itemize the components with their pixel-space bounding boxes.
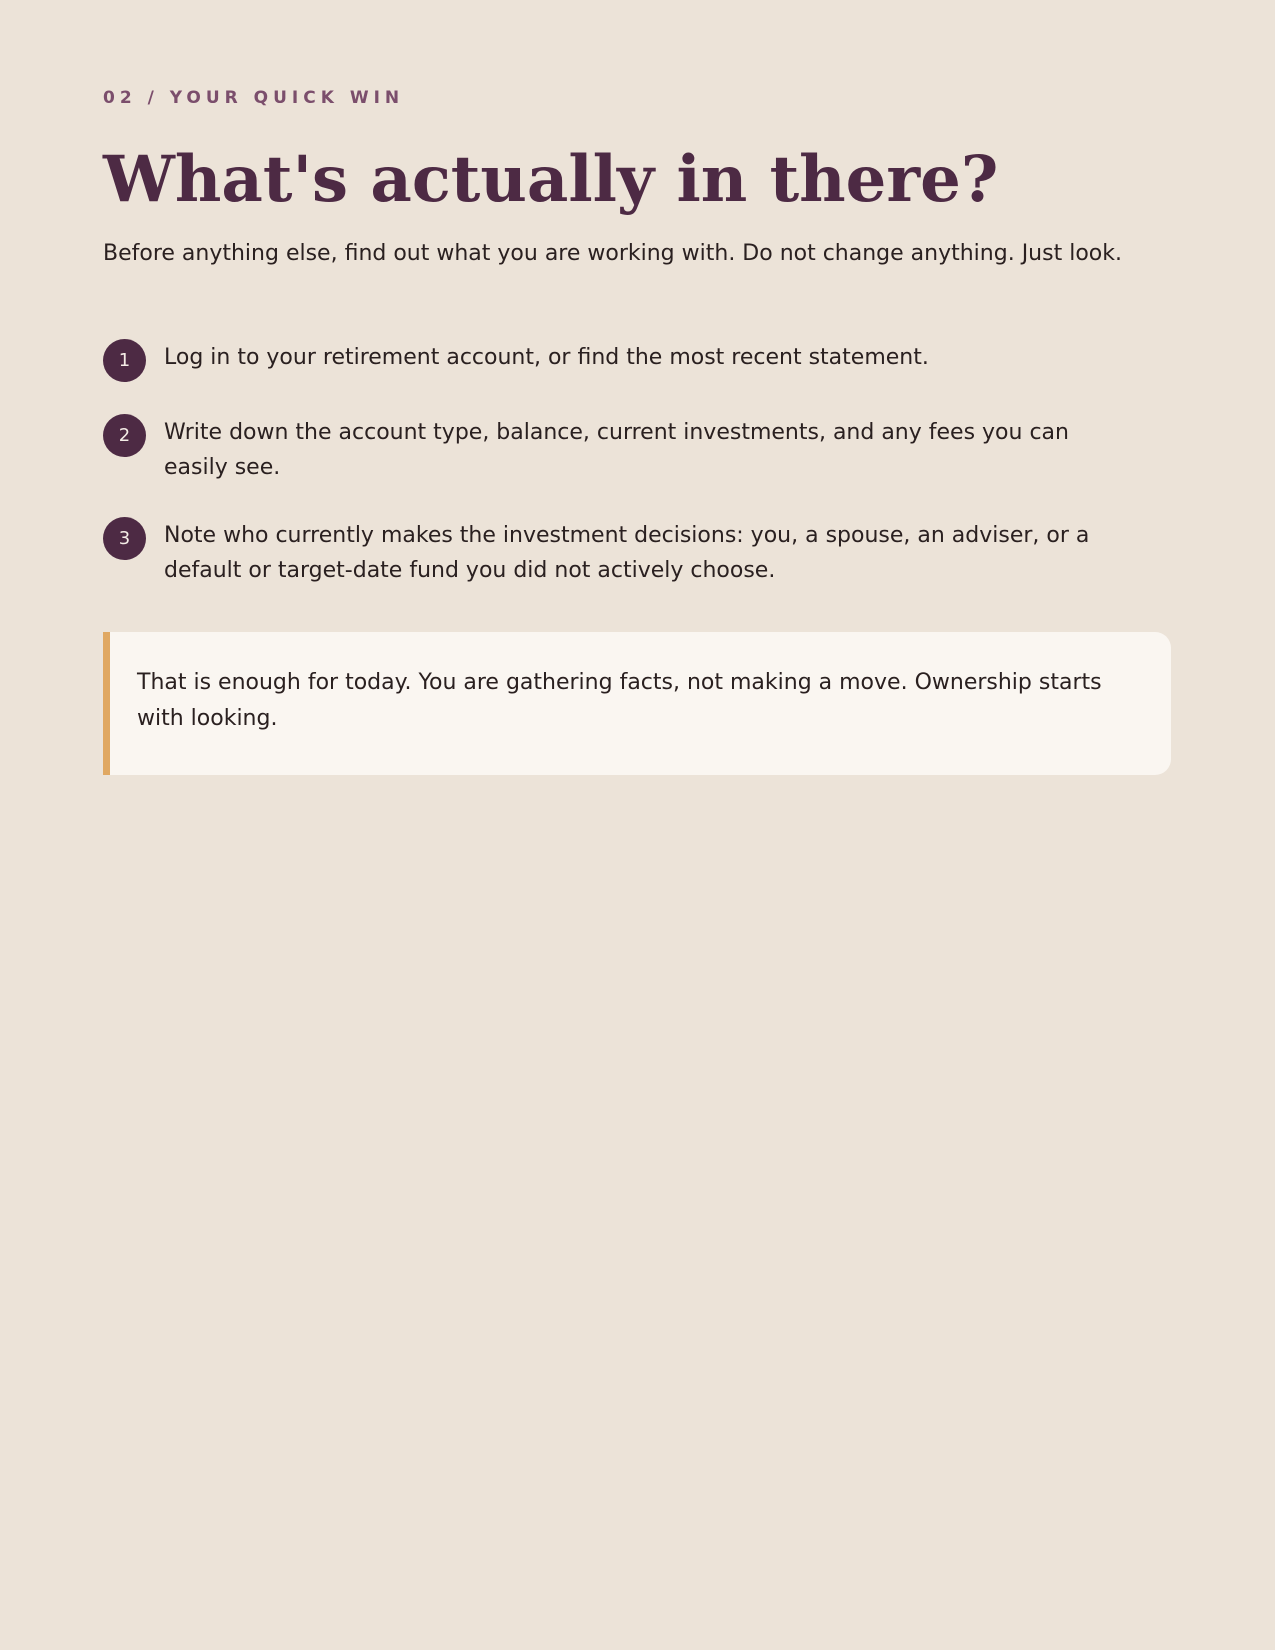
- step-item: [103, 415, 1171, 485]
- steps-list: [103, 340, 1171, 588]
- step-text: Log in to your retirement account, or find the most recent statement.: [164, 345, 929, 370]
- step-text: Write down the account type, balance, current investments, and any fees you can easily see.: [164, 420, 1069, 480]
- step-number-badge: 2: [103, 414, 146, 457]
- step-item: [103, 340, 1171, 382]
- intro-paragraph: Before anything else, find out what you are working with. Do not change anything. Just look.: [103, 241, 1122, 266]
- callout-note: [103, 632, 1171, 775]
- step-text: Note who currently makes the investment decisions: you, a spouse, an adviser, or a default or target-date fund you did not actively choose.: [164, 523, 1090, 583]
- step-item: [103, 518, 1171, 588]
- step-number-badge: 1: [103, 339, 146, 382]
- section-eyebrow: 02 / YOUR QUICK WIN: [103, 88, 405, 108]
- page-title: What's actually in there?: [103, 142, 999, 217]
- callout-text: That is enough for today. You are gathering facts, not making a move. Ownership starts with looking.: [137, 670, 1102, 731]
- step-number-badge: 3: [103, 517, 146, 560]
